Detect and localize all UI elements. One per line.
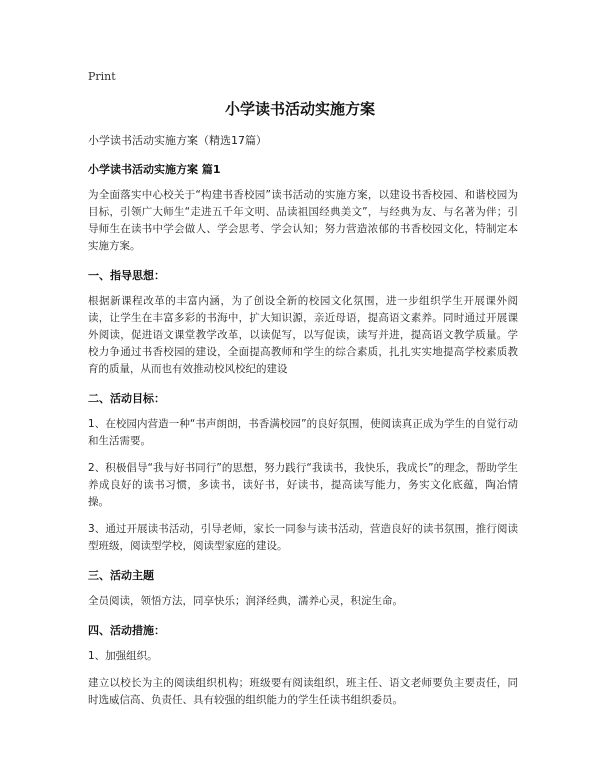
- measures-paragraph: 建立以校长为主的阅读组织机构；班级要有阅读组织，班主任、语文老师要负主要责任，同时选威信高、负责任、具有较强的组织能力的学生任读书组织委员。: [88, 677, 518, 706]
- section-heading-theme: 三、活动主题: [88, 569, 154, 582]
- print-link[interactable]: Print: [88, 70, 116, 83]
- intro-paragraph: 为全面落实中心校关于“构建书香校园”读书活动的实施方案，以建设书香校园、和谐校园为目标，引领广大师生“走进五千年文明、品读祖国经典美文”，与经典为友、与名著为伴；引导师生在读书中学会做人、学会思考、学会认知；努力营造浓郁的书香校园文化，特制定本实施方案。: [88, 189, 518, 252]
- document-body: [88, 132, 518, 721]
- goal-item: 3、通过开展读书活动，引导老师，家长一同参与读书活动，营造良好的读书氛围，推行阅读型班级，阅读型学校，阅读型家庭的建设。: [88, 523, 518, 552]
- guiding-paragraph: 根据新课程改革的丰富内涵，为了创设全新的校园文化氛围，进一步组织学生开展课外阅读，让学生在丰富多彩的书海中，扩大知识源，亲近母语，提高语文素养。同时通过开展课外阅读，促进语文课堂教学改革，以读促写，以写促读，读写并进，提高语文教学质量。学校力争通过书香校园的建设，全面提高教师和学生的综合素质，扎扎实实地提高学校素质教育的质量，从而也有效推动校风校纪的建设: [88, 295, 518, 375]
- goal-item: 2、积极倡导“我与好书同行”的思想，努力践行“我读书，我快乐，我成长”的理念，帮助学生养成良好的读书习惯，多读书，读好书，好读书，提高读写能力，务实文化底蕴，陶冶情操。: [88, 462, 518, 508]
- section-heading-goals: 二、活动目标：: [88, 392, 165, 405]
- theme-paragraph: 全员阅读，领悟方法，同享快乐；润泽经典，濡养心灵，积淀生命。: [88, 595, 403, 607]
- goal-item: 1、在校园内营造一种“书声朗朗，书香满校园”的良好氛围，使阅读真正成为学生的自觉行动和生活需要。: [88, 418, 518, 447]
- section-heading-guiding: 一、指导思想：: [88, 269, 165, 282]
- measures-subheading: 1、加强组织。: [88, 650, 158, 662]
- page-title: 小学读书活动实施方案: [224, 100, 375, 118]
- section-heading-measures: 四、活动措施：: [88, 624, 165, 637]
- article-heading: 小学读书活动实施方案 篇1: [88, 163, 221, 176]
- document-subtitle: 小学读书活动实施方案（精选17篇）: [88, 134, 267, 147]
